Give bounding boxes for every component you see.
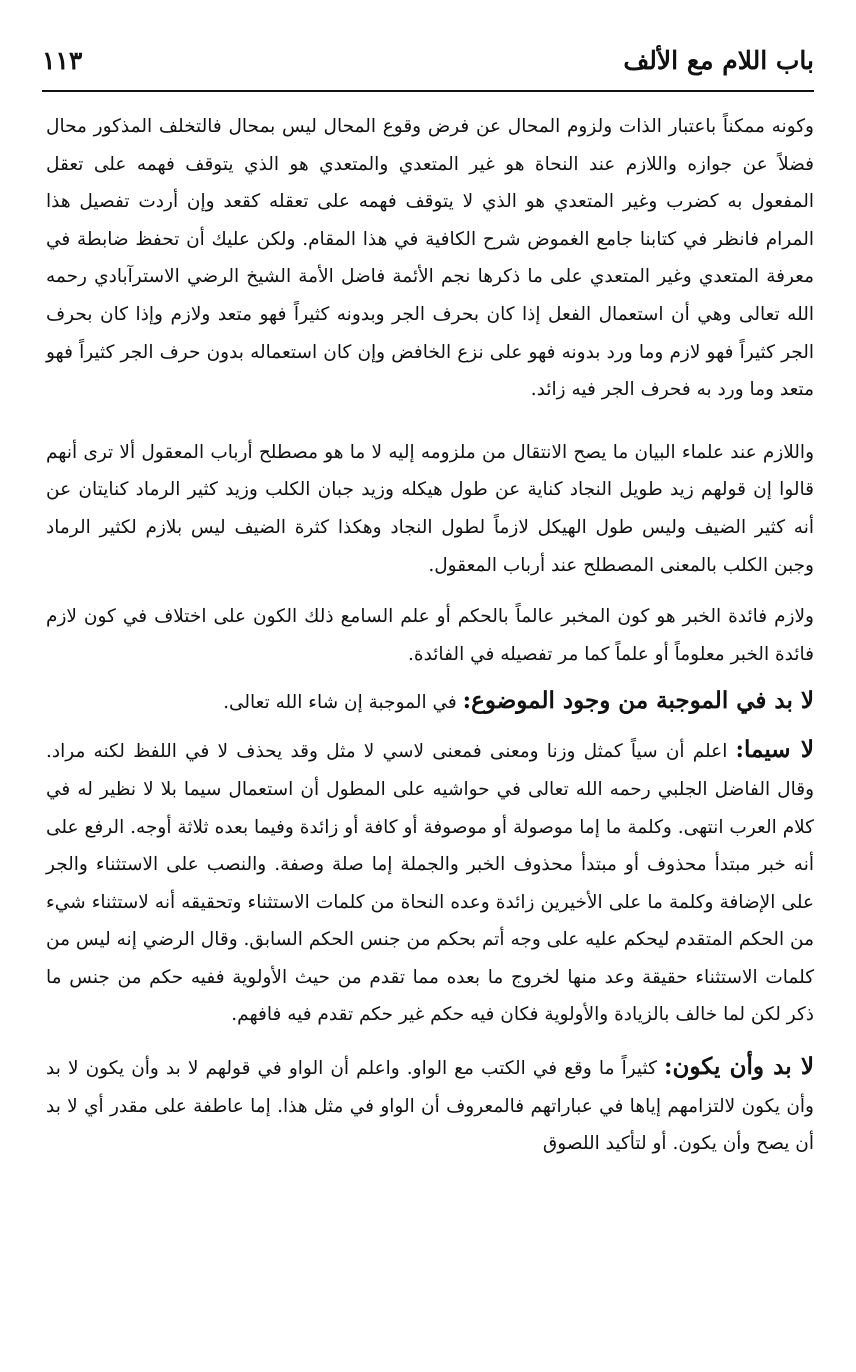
- paragraph-lazim-faidat-khabar: ولازم فائدة الخبر هو كون المخبر عالماً بالحكم أو علم السامع ذلك الكون على اختلاف في كون لازم فائدة الخبر معلوماً أو علماً كما مر تفصيله في الفائدة.: [46, 606, 814, 665]
- entry-la-siyyama: [46, 731, 814, 1034]
- paragraph-lazim-bayan: واللازم عند علماء البيان ما يصح الانتقال من ملزومه إليه لا ما هو مصطلح أرباب المعقول ألا ترى أنهم قالوا إن قولهم زيد طويل النجاد كناية عن طول هيكله وزيد جبان الكلب وزيد كثير الرماد كنايتان عن أنه كثير الضيف وليس طول الهيكل لازماً لطول النجاد وهكذا كثرة الضيف ليس بلازم لكثير الرماد وجبن الكلب بالمعنى المصطلح عند أرباب المعقول.: [46, 441, 814, 576]
- entry-la-budd-mawjiba: [46, 681, 814, 723]
- entry-term: لا سيما:: [735, 736, 814, 764]
- paragraph-lazim-definition: وكونه ممكناً باعتبار الذات ولزوم المحال عن فرض وقوع المحال ليس بمحال فالتخلف المذكور محال فضلاً عن جوازه واللازم عند النحاة هو غير المتعدي والمتعدي هو الذي يتوقف فهمه على تعقل المفعول به كضرب وغير المتعدي هو الذي لا يتوقف فهمه على تعقله كقعد وإن أردت تفصيل هذا المرام فانظر في كتابنا جامع الغموض شرح الكافية في هذا المقام. ولكن عليك أن تحفظ ضابطة في معرفة المتعدي وغير المتعدي على ما ذكرها نجم الأئمة فاضل الأمة الشيخ الرضي الاسترآبادي رحمه الله تعالى وهي أن استعمال الفعل إذا كان بحرف الجر وبدونه كثيراً فهو متعد ولازم وإذا كان بحرف الجر كثيراً فهو لازم وما ورد بدونه فهو على نزع الخافض وإن كان استعماله بدون حرف الجر كثيراً فهو متعد وما ورد به فحرف الجر فيه زائد.: [46, 116, 814, 401]
- entry-la-budd-wa-an-yakun: [46, 1048, 814, 1163]
- entry-term: لا بد في الموجبة من وجود الموضوع:: [462, 687, 814, 715]
- page-body: [46, 108, 814, 1163]
- entry-text: كثيراً ما وقع في الكتب مع الواو. واعلم أن الواو في قولهم لا بد وأن يكون لا بد وأن يكون لالتزامهم إياها في عباراتهم فالمعروف أن الواو في مثل هذا. إما عاطفة على مقدر أي لا بد أن يصح وأن يكون. أو لتأكيد اللصوق: [46, 1058, 814, 1155]
- entry-text: اعلم أن سياً كمثل وزنا ومعنى فمعنى لاسي لا مثل وقد يحذف لا في اللفظ لكنه مراد. وقال الفاضل الجلبي رحمه الله تعالى في حواشيه على المطول أن استعمال سيما بلا لا نظير له في كلام العرب انتهى. وكلمة ما إما موصولة أو موصوفة أو كافة أو زائدة وفيما بعده ثلاثة أوجه. الرفع على أنه خبر مبتدأ محذوف أو مبتدأ محذوف الخبر والجملة إما صلة وصفة. والنصب على الاستثناء والجر على الإضافة وكلمة ما على الأخيرين زائدة وعده النحاة من كلمات الاستثناء وتحقيقه أنه لاستثناء شيء من الحكم المتقدم ليحكم عليه على وجه أتم بحكم من جنس الحكم السابق. وقال الرضي إنه ليس من كلمات الاستثناء حقيقة وعد منها لخروج ما بعده مما تقدم من حيث الأولوية ففيه حكم من جنس ما ذكر لكن لما خالف بالزيادة والأولوية فكان فيه حكم غير حكم تقدم فيه فافهم.: [46, 741, 815, 1026]
- page-header: [42, 40, 814, 92]
- page-number: ١١٣: [42, 46, 83, 75]
- chapter-title: باب اللام مع الألف: [623, 46, 814, 75]
- entry-text: في الموجبة إن شاء الله تعالى.: [223, 692, 457, 714]
- entry-term: لا بد وأن يكون:: [663, 1053, 814, 1081]
